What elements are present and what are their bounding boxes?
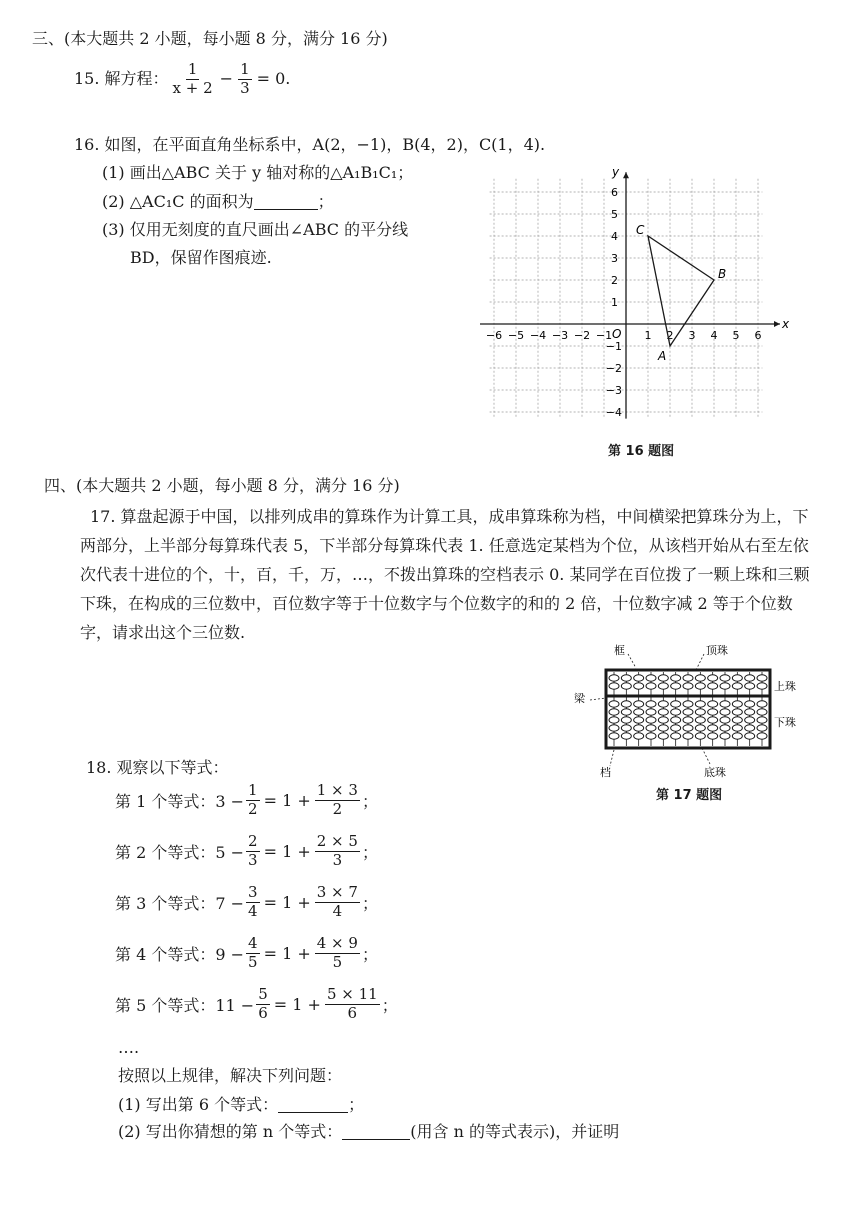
abacus-bead bbox=[720, 725, 730, 731]
question-15 bbox=[74, 62, 290, 97]
abacus-bead bbox=[634, 709, 644, 715]
equation-middle: = 1 + bbox=[263, 841, 311, 861]
abacus-bead bbox=[757, 733, 767, 739]
q16-figure-caption: 第 16 题图 bbox=[608, 444, 675, 459]
q15-frac2-denominator: 3 bbox=[240, 78, 250, 97]
point-a-label: A bbox=[658, 349, 667, 363]
q17-text: 17. 算盘起源于中国，以排列成串的算珠作为计算工具，成串算珠称为档，中间横梁把算珠分为上，下两部分，上半部分每算珠代表 5，下半部分每算珠代表 1. 任意选定某档为个位，从该档开始从右至左依次代表十进位的个，十，百，千，万，…，不拨出算珠的空档表示 0. 某同学在百位拨了一颗上珠和三颗下珠，在构成的三位数中，百位数字等于十位数字与个位数字的和的 2 倍，十位数字减 2 等于个位数字，请求出这个三位数. bbox=[80, 507, 810, 642]
equation-fraction-right bbox=[315, 885, 360, 920]
abacus-label-bottom-bead: 底珠 bbox=[704, 766, 726, 779]
y-tick-label: −2 bbox=[605, 362, 622, 375]
origin-label: O bbox=[612, 327, 622, 341]
equation-fraction-left bbox=[246, 783, 260, 818]
point-c-label: C bbox=[636, 223, 645, 237]
abacus-bead bbox=[683, 717, 693, 723]
abacus-bead bbox=[634, 733, 644, 739]
fraction-denominator: 4 bbox=[248, 901, 258, 920]
abacus-bead bbox=[634, 683, 644, 689]
y-tick-label: 1 bbox=[611, 296, 618, 309]
y-axis-label: y bbox=[612, 165, 620, 180]
fraction-numerator: 2 × 5 bbox=[316, 832, 358, 850]
q18-equation-2 bbox=[115, 834, 378, 869]
q16-part-2 bbox=[102, 194, 334, 210]
fraction-numerator: 4 bbox=[248, 934, 258, 952]
abacus-bead bbox=[646, 709, 656, 715]
x-axis-label: x bbox=[782, 317, 790, 331]
abacus-bead bbox=[658, 709, 668, 715]
fraction-denominator: 3 bbox=[248, 850, 258, 869]
abacus-bead bbox=[720, 701, 730, 707]
abacus-bead bbox=[720, 675, 730, 681]
equation-prefix: 第 4 个等式：9 − bbox=[115, 944, 245, 964]
q18-part-1-end: ； bbox=[348, 1095, 365, 1114]
abacus-bead bbox=[634, 701, 644, 707]
equation-end: ； bbox=[361, 791, 378, 811]
equation-fraction-left bbox=[246, 834, 260, 869]
equation-fraction-right bbox=[315, 936, 360, 971]
abacus-bead bbox=[708, 709, 718, 715]
y-tick-label: 2 bbox=[611, 274, 618, 287]
abacus-bead bbox=[708, 675, 718, 681]
x-tick-label: 4 bbox=[710, 329, 718, 342]
x-tick-label: −6 bbox=[485, 329, 503, 342]
abacus-bead bbox=[646, 683, 656, 689]
y-tick-label: 3 bbox=[611, 252, 618, 265]
equation-middle: = 1 + bbox=[263, 892, 311, 912]
abacus-bead bbox=[671, 733, 681, 739]
abacus-label-top-bead: 顶珠 bbox=[706, 644, 728, 657]
q16-stem: 16. 如图，在平面直角坐标系中，A(2，−1)，B(4，2)，C(1，4). bbox=[74, 135, 546, 154]
x-tick-label: 2 bbox=[666, 329, 674, 342]
abacus-bead bbox=[745, 683, 755, 689]
graph-axes bbox=[480, 172, 780, 418]
q16-part-2-end: ； bbox=[317, 192, 334, 211]
abacus-bead bbox=[646, 675, 656, 681]
q16-part-1: (1) 画出△ABC 关于 y 轴对称的△A₁B₁C₁； bbox=[102, 163, 414, 182]
q18-instruction: 按照以上规律，解决下列问题： bbox=[118, 1066, 343, 1085]
y-tick-label: −1 bbox=[605, 340, 622, 353]
abacus-bead bbox=[609, 683, 619, 689]
q15-frac2-numerator: 1 bbox=[240, 60, 250, 78]
y-tick-label: 5 bbox=[611, 208, 618, 221]
abacus-bead bbox=[732, 725, 742, 731]
abacus-bead bbox=[745, 675, 755, 681]
abacus-bead bbox=[745, 717, 755, 723]
equation-end: ； bbox=[381, 995, 398, 1015]
graph-tick-labels bbox=[486, 186, 762, 419]
x-tick-label: 1 bbox=[644, 329, 652, 342]
abacus-bead bbox=[732, 717, 742, 723]
equation-middle: = 1 + bbox=[273, 994, 321, 1014]
equation-middle: = 1 + bbox=[263, 943, 311, 963]
abacus-bead bbox=[708, 733, 718, 739]
abacus-bead bbox=[732, 675, 742, 681]
equation-end: ； bbox=[361, 842, 378, 862]
fraction-numerator: 5 bbox=[258, 985, 268, 1003]
abacus-bead bbox=[732, 709, 742, 715]
frame-pointer bbox=[628, 654, 636, 668]
abacus-bead bbox=[609, 709, 619, 715]
abacus-bead bbox=[745, 709, 755, 715]
abacus-bead bbox=[732, 701, 742, 707]
abacus-bead bbox=[695, 683, 705, 689]
fraction-numerator: 1 bbox=[248, 781, 258, 799]
abacus-bead bbox=[683, 709, 693, 715]
abacus-bead bbox=[621, 675, 631, 681]
abacus-label-rod: 档 bbox=[600, 766, 611, 779]
abacus-bead bbox=[745, 733, 755, 739]
section-3-header: 三、(本大题共 2 小题，每小题 8 分，满分 16 分) bbox=[32, 29, 388, 48]
abacus-bead bbox=[708, 683, 718, 689]
q18-stem: 18. 观察以下等式： bbox=[86, 758, 229, 777]
fraction-numerator: 3 bbox=[248, 883, 258, 901]
q15-tail: = 0. bbox=[256, 69, 291, 89]
abacus-bead bbox=[658, 717, 668, 723]
q17-figure-caption: 第 17 题图 bbox=[656, 788, 723, 803]
abacus-bead bbox=[708, 725, 718, 731]
abacus-bead bbox=[621, 733, 631, 739]
q18-part-2 bbox=[118, 1124, 619, 1140]
q18-equation-3 bbox=[115, 885, 378, 920]
q15-fraction-2 bbox=[238, 62, 252, 97]
x-tick-label: −4 bbox=[529, 329, 547, 342]
abacus-label-beam: 梁 bbox=[574, 692, 585, 705]
abacus-beads bbox=[609, 675, 767, 739]
abacus-bead bbox=[609, 733, 619, 739]
equation-end: ； bbox=[361, 893, 378, 913]
answer-blank bbox=[254, 195, 318, 210]
abacus-bead bbox=[671, 717, 681, 723]
bottom-bead-pointer bbox=[702, 748, 710, 764]
q16-part-3-line-1: (3) 仅用无刻度的直尺画出∠ABC 的平分线 bbox=[102, 220, 409, 239]
abacus-bead bbox=[708, 717, 718, 723]
abacus-bead bbox=[720, 683, 730, 689]
abacus-bead bbox=[683, 701, 693, 707]
triangle-abc bbox=[648, 236, 714, 346]
fraction-denominator: 6 bbox=[258, 1003, 268, 1022]
y-axis-arrow bbox=[623, 172, 629, 178]
abacus-bead bbox=[695, 709, 705, 715]
abacus-bead bbox=[683, 675, 693, 681]
abacus-bead bbox=[683, 683, 693, 689]
fraction-denominator: 5 bbox=[332, 952, 343, 971]
q15-frac1-numerator: 1 bbox=[187, 60, 198, 78]
abacus-label-upper: 上珠 bbox=[774, 680, 796, 693]
abacus-bead bbox=[757, 717, 767, 723]
q16-part-3-line-2: BD，保留作图痕迹. bbox=[130, 248, 272, 267]
q15-label: 15. 解方程： bbox=[74, 69, 169, 89]
fraction-numerator: 4 × 9 bbox=[316, 934, 358, 952]
abacus-bead bbox=[658, 675, 668, 681]
section-4-header: 四、(本大题共 2 小题，每小题 8 分，满分 16 分) bbox=[44, 476, 400, 495]
equation-middle: = 1 + bbox=[263, 790, 311, 810]
rod-pointer bbox=[610, 750, 614, 766]
abacus-bead bbox=[757, 725, 767, 731]
abacus-bead bbox=[634, 725, 644, 731]
equation-fraction-left bbox=[246, 885, 260, 920]
q18-equation-5 bbox=[115, 987, 398, 1022]
q17-abacus-figure bbox=[570, 642, 820, 782]
x-tick-label: −5 bbox=[507, 329, 525, 342]
abacus-bead bbox=[757, 675, 767, 681]
abacus-bead bbox=[757, 683, 767, 689]
abacus-bead bbox=[671, 709, 681, 715]
y-tick-label: 4 bbox=[611, 230, 618, 243]
abacus-bead bbox=[671, 701, 681, 707]
fraction-numerator: 1 × 3 bbox=[316, 781, 358, 799]
abacus-bead bbox=[634, 675, 644, 681]
abacus-bead bbox=[634, 717, 644, 723]
abacus-bead bbox=[609, 701, 619, 707]
abacus-bead bbox=[695, 725, 705, 731]
abacus-bead bbox=[621, 717, 631, 723]
y-tick-label: −4 bbox=[605, 406, 622, 419]
abacus-bead bbox=[695, 733, 705, 739]
equation-prefix: 第 3 个等式：7 − bbox=[115, 893, 245, 913]
q15-frac1-denominator: x + 2 bbox=[172, 78, 213, 97]
equation-prefix: 第 5 个等式：11 − bbox=[115, 995, 255, 1015]
equation-prefix: 第 1 个等式：3 − bbox=[115, 791, 245, 811]
answer-blank bbox=[342, 1125, 410, 1140]
abacus-bead bbox=[658, 701, 668, 707]
abacus-bead bbox=[658, 733, 668, 739]
abacus-label-lower: 下珠 bbox=[774, 716, 796, 729]
q16-part-2-text: (2) △AC₁C 的面积为 bbox=[102, 192, 254, 211]
abacus-bead bbox=[757, 709, 767, 715]
equation-end: ； bbox=[361, 944, 378, 964]
abacus-bead bbox=[683, 725, 693, 731]
abacus-bead bbox=[732, 733, 742, 739]
x-tick-label: 5 bbox=[732, 329, 740, 342]
fraction-numerator: 2 bbox=[248, 832, 258, 850]
beam-pointer bbox=[590, 698, 606, 700]
abacus-bead bbox=[720, 717, 730, 723]
x-axis-arrow bbox=[774, 321, 780, 327]
fraction-denominator: 5 bbox=[248, 952, 258, 971]
abacus-bead bbox=[658, 683, 668, 689]
q15-minus: − bbox=[219, 69, 234, 89]
q15-fraction-1 bbox=[171, 62, 215, 97]
abacus-bead bbox=[671, 683, 681, 689]
abacus-bead bbox=[671, 725, 681, 731]
q18-part-1 bbox=[118, 1097, 364, 1113]
x-tick-label: −1 bbox=[595, 329, 613, 342]
y-tick-label: 6 bbox=[611, 186, 618, 199]
abacus-bead bbox=[720, 709, 730, 715]
equation-fraction-left bbox=[246, 936, 260, 971]
abacus-bead bbox=[646, 733, 656, 739]
abacus-bead bbox=[621, 701, 631, 707]
abacus-bead bbox=[745, 701, 755, 707]
q18-part-2-end: (用含 n 的等式表示)，并证明 bbox=[410, 1122, 620, 1141]
q18-part-1-text: (1) 写出第 6 个等式： bbox=[118, 1095, 279, 1114]
q16-coordinate-graph bbox=[480, 158, 800, 438]
answer-blank bbox=[278, 1098, 348, 1113]
abacus-label-frame: 框 bbox=[614, 644, 625, 657]
abacus-bead bbox=[732, 683, 742, 689]
abacus-bead bbox=[757, 701, 767, 707]
point-b-label: B bbox=[718, 267, 727, 281]
equation-fraction-right bbox=[325, 987, 380, 1022]
x-tick-label: 6 bbox=[754, 329, 762, 342]
equation-prefix: 第 2 个等式：5 − bbox=[115, 842, 245, 862]
abacus-bead bbox=[609, 675, 619, 681]
abacus-bead bbox=[646, 725, 656, 731]
equation-fraction-right bbox=[315, 783, 360, 818]
abacus-bead bbox=[695, 717, 705, 723]
abacus-bead bbox=[646, 717, 656, 723]
fraction-denominator: 2 bbox=[248, 799, 258, 818]
abacus-bead bbox=[609, 725, 619, 731]
abacus-bead bbox=[646, 701, 656, 707]
fraction-denominator: 6 bbox=[347, 1003, 358, 1022]
abacus-bead bbox=[695, 675, 705, 681]
fraction-numerator: 5 × 11 bbox=[326, 985, 378, 1003]
abacus-bead bbox=[720, 733, 730, 739]
q18-equation-4 bbox=[115, 936, 378, 971]
abacus-bead bbox=[708, 701, 718, 707]
abacus-bead bbox=[621, 683, 631, 689]
abacus-bead bbox=[695, 701, 705, 707]
q18-part-2-text: (2) 写出你猜想的第 n 个等式： bbox=[118, 1122, 343, 1141]
fraction-denominator: 3 bbox=[332, 850, 343, 869]
fraction-numerator: 3 × 7 bbox=[316, 883, 358, 901]
abacus-bead bbox=[671, 675, 681, 681]
top-bead-pointer bbox=[696, 654, 704, 670]
q18-ellipsis: …. bbox=[118, 1038, 140, 1057]
equation-fraction-right bbox=[315, 834, 360, 869]
abacus-bead bbox=[683, 733, 693, 739]
equation-fraction-left bbox=[256, 987, 270, 1022]
abacus-bead bbox=[745, 725, 755, 731]
abacus-bead bbox=[621, 725, 631, 731]
y-tick-label: −3 bbox=[605, 384, 622, 397]
abacus-bead bbox=[658, 725, 668, 731]
x-tick-label: 3 bbox=[688, 329, 696, 342]
q18-equation-1 bbox=[115, 783, 378, 818]
fraction-denominator: 2 bbox=[332, 799, 343, 818]
x-tick-label: −2 bbox=[573, 329, 591, 342]
abacus-bead bbox=[609, 717, 619, 723]
x-tick-label: −3 bbox=[551, 329, 569, 342]
abacus-bead bbox=[621, 709, 631, 715]
fraction-denominator: 4 bbox=[332, 901, 343, 920]
